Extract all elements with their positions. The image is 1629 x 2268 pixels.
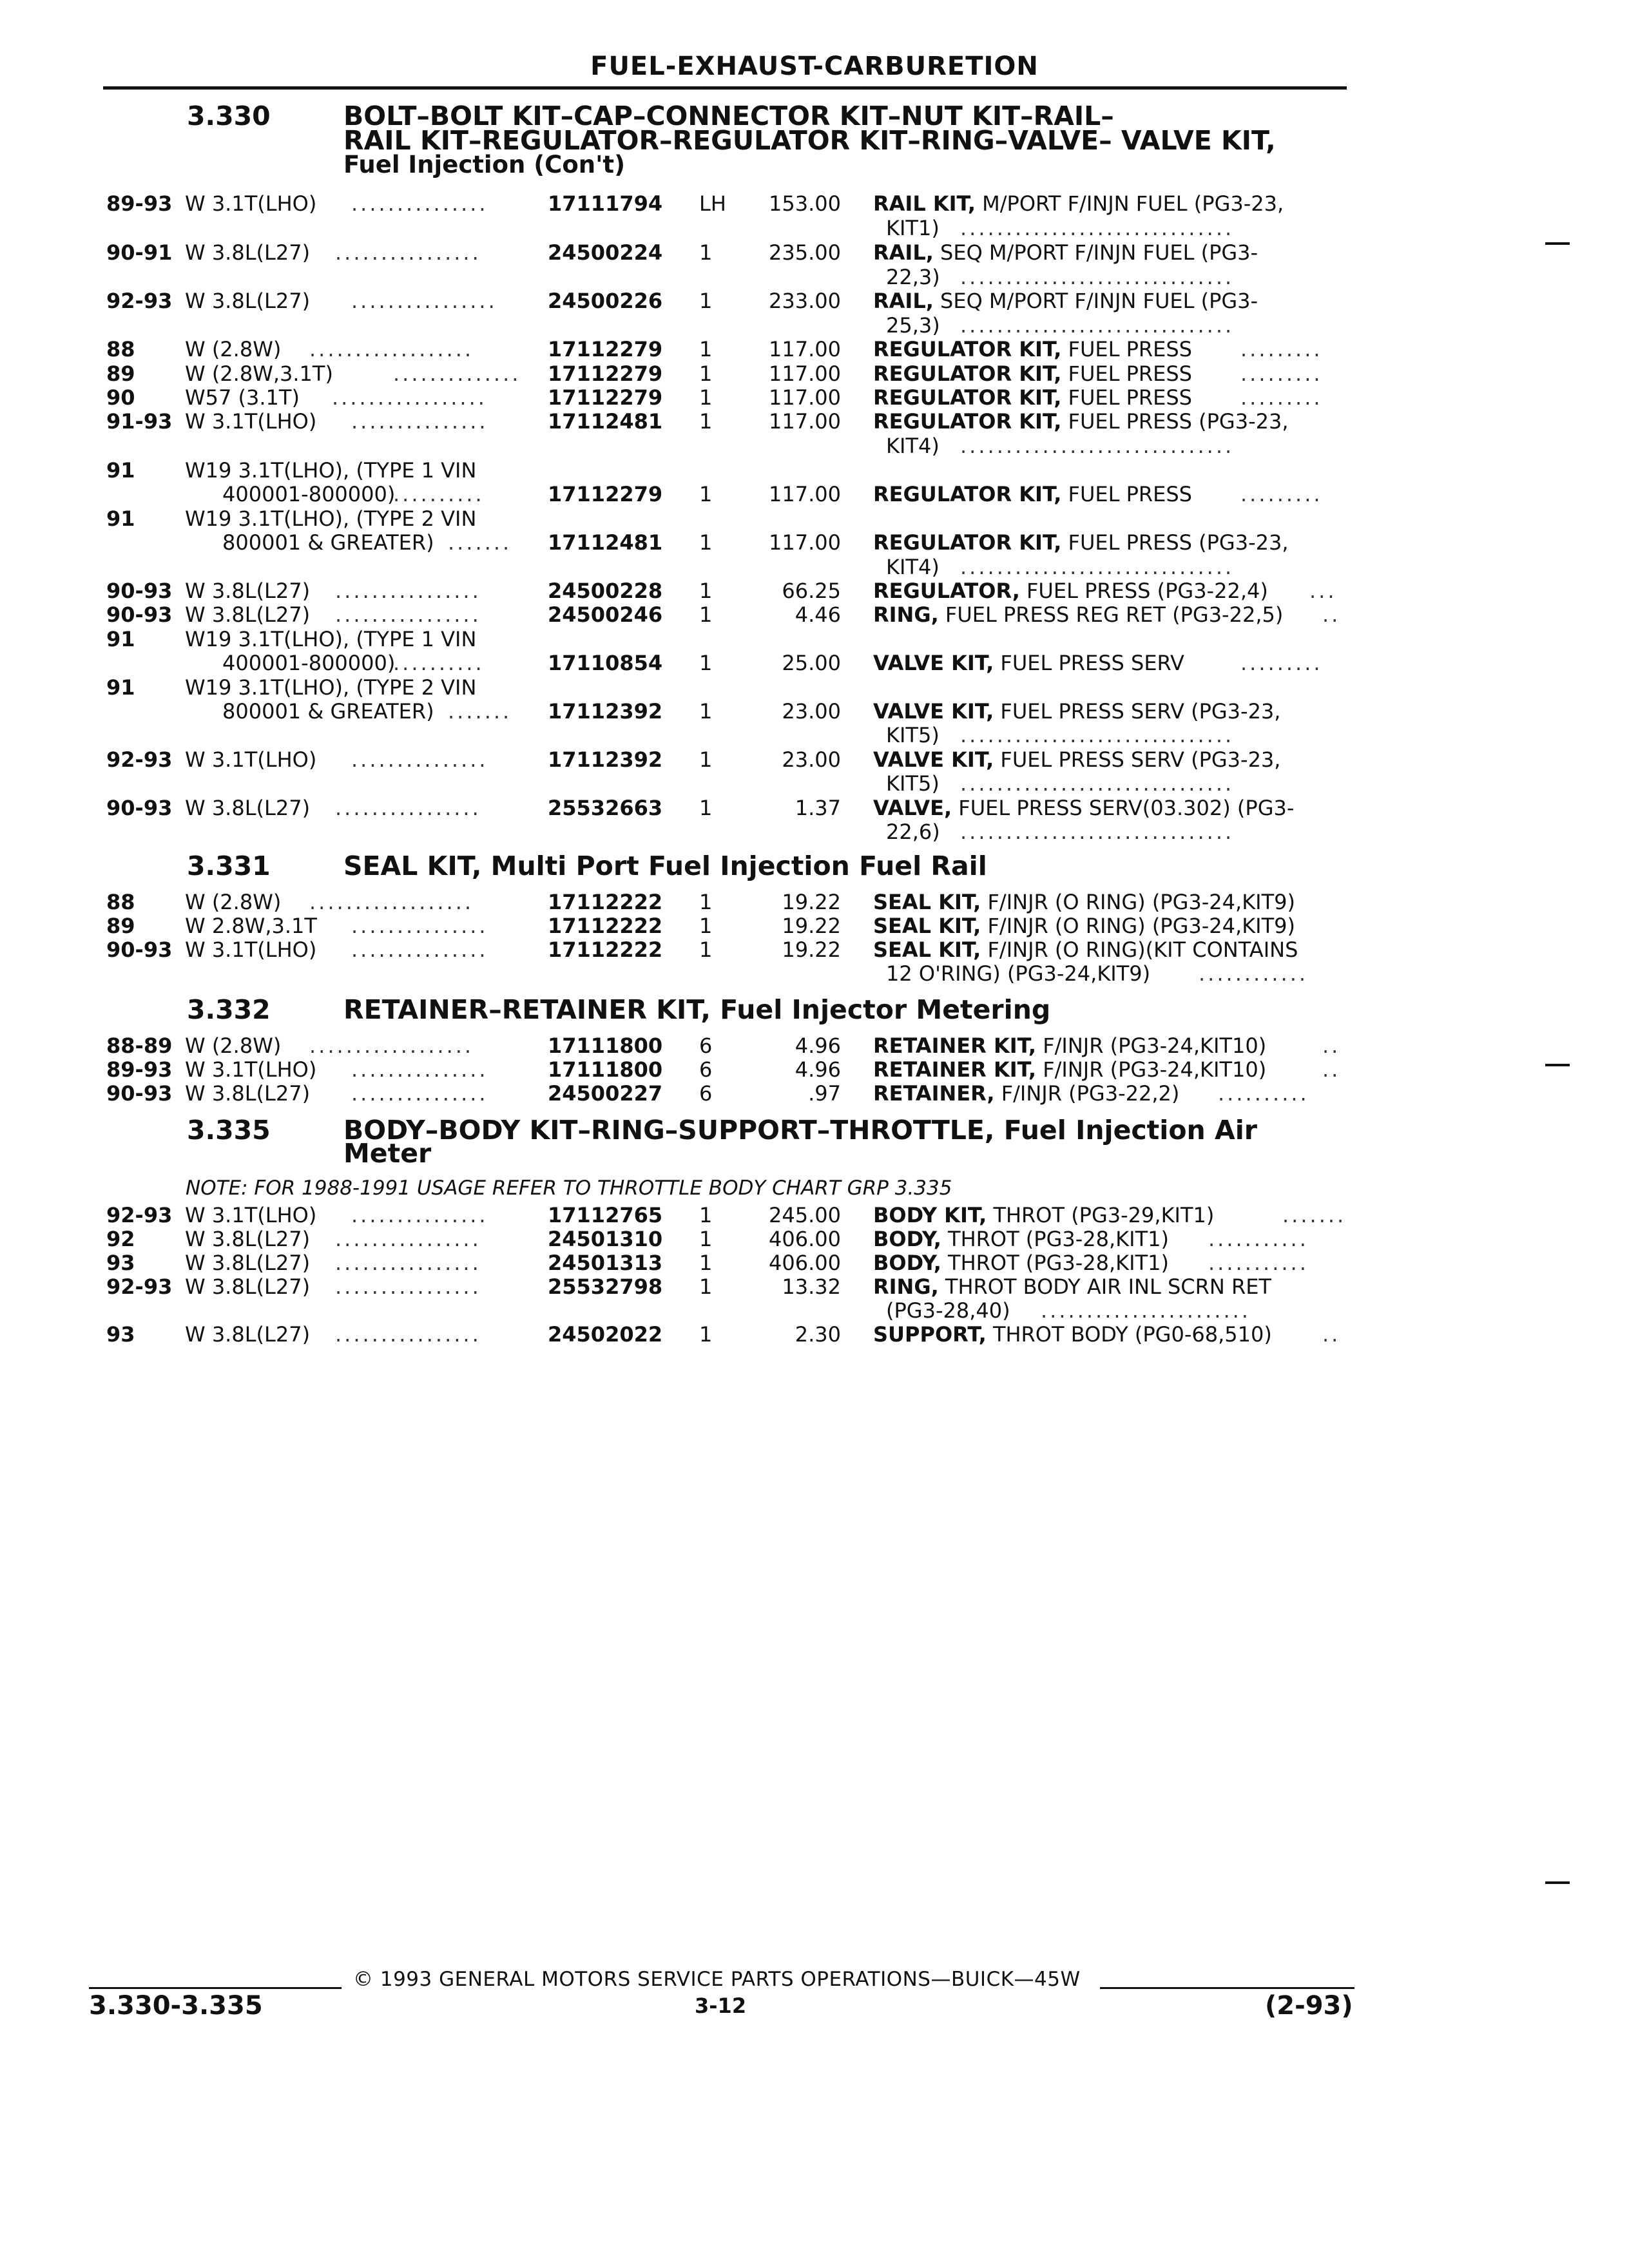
leader-dots: .. <box>1322 1033 1341 1058</box>
model: W57 (3.1T) <box>185 385 300 410</box>
description-text: FUEL PRESS SERV(03.302) (PG3- <box>952 796 1295 820</box>
description-text: FUEL PRESS <box>1061 482 1192 506</box>
description <box>873 1321 1272 1347</box>
leader-dots: ....................... <box>1041 1298 1251 1323</box>
description-keyword: REGULATOR KIT, <box>873 337 1062 361</box>
model-year: 88 <box>106 890 135 914</box>
quantity: 1 <box>699 289 713 313</box>
quantity: LH <box>699 191 726 216</box>
description-keyword: RING, <box>873 602 939 627</box>
margin-mark <box>1545 242 1570 245</box>
description-cont: KIT1) <box>886 216 940 240</box>
part-number: 17112765 <box>548 1203 663 1227</box>
part-number: 25532663 <box>548 796 663 820</box>
footer-copyright: © 1993 GENERAL MOTORS SERVICE PARTS OPERATIONS—BUICK—45W <box>353 1968 1081 1991</box>
model-year: 91 <box>106 458 135 483</box>
section-title-line-2: RAIL KIT–REGULATOR–REGULATOR KIT–RING–VALVE– VALVE KIT, <box>343 125 1276 156</box>
part-number: 17112481 <box>548 409 663 434</box>
model-year: 91 <box>106 506 135 531</box>
description-keyword: VALVE KIT, <box>873 651 994 675</box>
leader-dots: .......... <box>393 651 485 675</box>
model-year: 92-93 <box>106 289 173 313</box>
description-text: FUEL PRESS SERV (PG3-23, <box>994 699 1281 724</box>
description-keyword: RING, <box>873 1274 939 1299</box>
model-year: 89 <box>106 914 135 938</box>
leader-dots: ............... <box>351 1203 488 1227</box>
quantity: 6 <box>699 1033 713 1058</box>
model-year: 90-93 <box>106 1081 173 1106</box>
model: W 3.8L(L27) <box>185 1322 311 1347</box>
model-cont: 800001 & GREATER) <box>222 699 434 724</box>
part-number: 24501310 <box>548 1227 663 1251</box>
leader-dots: .................. <box>309 890 474 914</box>
price: 117.00 <box>769 482 841 506</box>
leader-dots: ............... <box>351 1081 488 1106</box>
description-text: SEQ M/PORT F/INJN FUEL (PG3- <box>933 240 1258 265</box>
model-year: 93 <box>106 1322 135 1347</box>
description-text: FUEL PRESS <box>1061 337 1192 361</box>
part-number: 24500227 <box>548 1081 663 1106</box>
description-keyword: RETAINER, <box>873 1081 995 1106</box>
model-year: 90 <box>106 385 135 410</box>
model: W (2.8W) <box>185 890 282 914</box>
leader-dots: .................. <box>309 337 474 361</box>
price: 4.96 <box>795 1057 841 1082</box>
leader-dots: .. <box>1322 1322 1341 1347</box>
leader-dots: .......... <box>1218 1081 1309 1106</box>
leader-dots: ................ <box>335 796 481 820</box>
model: W 3.8L(L27) <box>185 1227 311 1251</box>
description <box>873 1250 1169 1276</box>
price: 19.22 <box>782 914 841 938</box>
model-cont: 400001-800000) <box>222 482 396 506</box>
description-text: FUEL PRESS REG RET (PG3-22,5) <box>938 602 1284 627</box>
model: W (2.8W,3.1T) <box>185 361 333 386</box>
section-number: 3.335 <box>187 1115 271 1146</box>
quantity: 1 <box>699 914 713 938</box>
description-text: FUEL PRESS SERV <box>994 651 1184 675</box>
description-text: THROT BODY (PG0-68,510) <box>986 1322 1272 1347</box>
part-row-cont <box>0 1298 1629 1323</box>
price: 153.00 <box>769 191 841 216</box>
quantity: 1 <box>699 747 713 772</box>
quantity: 1 <box>699 240 713 265</box>
description-cont: KIT5) <box>886 771 940 796</box>
model: W 3.8L(L27) <box>185 240 311 265</box>
quantity: 6 <box>699 1081 713 1106</box>
quantity: 1 <box>699 937 713 962</box>
part-number: 24500226 <box>548 289 663 313</box>
section-title-line-3: Fuel Injection (Con't) <box>343 151 626 178</box>
price: 117.00 <box>769 530 841 555</box>
model: W 3.8L(L27) <box>185 796 311 820</box>
leader-dots: .............................. <box>960 555 1235 579</box>
leader-dots: .......... <box>393 482 485 506</box>
model-year: 88 <box>106 337 135 361</box>
description-cont: 25,3) <box>886 313 940 338</box>
leader-dots: .............................. <box>960 771 1235 796</box>
description-text: FUEL PRESS <box>1061 385 1192 410</box>
leader-dots: ........... <box>1208 1251 1309 1275</box>
description-text: F/INJR (PG3-22,2) <box>994 1081 1180 1106</box>
model-year: 91 <box>106 627 135 651</box>
part-number: 17112222 <box>548 890 663 914</box>
model-year: 90-91 <box>106 240 173 265</box>
section-title: RETAINER–RETAINER KIT, Fuel Injector Metering <box>343 994 1051 1025</box>
model: W 3.8L(L27) <box>185 1274 311 1299</box>
model: W 3.1T(LHO) <box>185 409 317 434</box>
leader-dots: ................ <box>335 240 481 265</box>
description-cont: KIT4) <box>886 434 940 458</box>
model-year: 91-93 <box>106 409 173 434</box>
leader-dots: .............................. <box>960 265 1235 289</box>
section-title-line-1: BODY–BODY KIT–RING–SUPPORT–THROTTLE, Fuel Injection Air <box>343 1115 1257 1146</box>
leader-dots: ................ <box>351 289 497 313</box>
price: 19.22 <box>782 937 841 962</box>
leader-dots: .............................. <box>960 216 1235 240</box>
price: 233.00 <box>769 289 841 313</box>
part-number: 17112279 <box>548 337 663 361</box>
leader-dots: ......... <box>1240 385 1323 410</box>
description-text: FUEL PRESS (PG3-23, <box>1061 530 1289 555</box>
model: W 3.1T(LHO) <box>185 937 317 962</box>
leader-dots: .................. <box>309 1033 474 1058</box>
part-number: 17112392 <box>548 747 663 772</box>
price: 406.00 <box>769 1227 841 1251</box>
part-number: 17110854 <box>548 651 663 675</box>
price: 19.22 <box>782 890 841 914</box>
part-number: 24500224 <box>548 240 663 265</box>
leader-dots: ......... <box>1240 337 1323 361</box>
part-number: 17111800 <box>548 1057 663 1082</box>
part-number: 24502022 <box>548 1322 663 1347</box>
model-year: 91 <box>106 675 135 700</box>
description-keyword: SEAL KIT, <box>873 914 981 938</box>
price: 245.00 <box>769 1203 841 1227</box>
description-text: F/INJR (O RING) (PG3-24,KIT9) <box>981 890 1295 914</box>
description-keyword: SEAL KIT, <box>873 937 981 962</box>
footer-date: (2-93) <box>1265 1991 1353 2021</box>
price: 23.00 <box>782 699 841 724</box>
price: 66.25 <box>782 579 841 603</box>
leader-dots: ......... <box>1240 651 1323 675</box>
footer-rule-left <box>89 1987 342 1989</box>
section-number: 3.330 <box>187 101 271 131</box>
model-year: 92-93 <box>106 747 173 772</box>
model: W 2.8W,3.1T <box>185 914 317 938</box>
price: 13.32 <box>782 1274 841 1299</box>
footer-page-number: 3-12 <box>695 1994 747 2018</box>
leader-dots: ............... <box>351 191 488 216</box>
description-keyword: RETAINER KIT, <box>873 1057 1037 1082</box>
description-text: THROT (PG3-29,KIT1) <box>987 1203 1215 1227</box>
leader-dots: ............ <box>1199 961 1309 986</box>
description-text: FUEL PRESS (PG3-23, <box>1061 409 1289 434</box>
leader-dots: ................ <box>335 1274 481 1299</box>
description-text: THROT BODY AIR INL SCRN RET <box>938 1274 1271 1299</box>
description-keyword: RAIL, <box>873 289 934 313</box>
model: W 3.8L(L27) <box>185 602 311 627</box>
description-keyword: REGULATOR KIT, <box>873 482 1062 506</box>
leader-dots: ................ <box>335 1227 481 1251</box>
description-keyword: BODY KIT, <box>873 1203 987 1227</box>
part-number: 17111800 <box>548 1033 663 1058</box>
leader-dots: ................ <box>335 1251 481 1275</box>
leader-dots: ............... <box>351 409 488 434</box>
quantity: 1 <box>699 385 713 410</box>
model: W 3.1T(LHO) <box>185 1057 317 1082</box>
margin-mark <box>1545 1881 1570 1884</box>
footer-rule-right <box>1100 1987 1354 1989</box>
leader-dots: .............................. <box>960 723 1235 747</box>
leader-dots: .............. <box>393 361 521 386</box>
price: .97 <box>808 1081 841 1106</box>
leader-dots: ............... <box>351 747 488 772</box>
leader-dots: .. <box>1322 602 1341 627</box>
margin-mark <box>1545 1064 1570 1066</box>
description-text: F/INJR (PG3-24,KIT10) <box>1036 1033 1267 1058</box>
leader-dots: ............... <box>351 1057 488 1082</box>
description-keyword: REGULATOR KIT, <box>873 361 1062 386</box>
model-year: 90-93 <box>106 796 173 820</box>
description-cont: 12 O'RING) (PG3-24,KIT9) <box>886 961 1151 986</box>
description-cont: (PG3-28,40) <box>886 1298 1010 1323</box>
part-number: 17112481 <box>548 530 663 555</box>
part-number: 17112279 <box>548 385 663 410</box>
description-text: SEQ M/PORT F/INJN FUEL (PG3- <box>933 289 1258 313</box>
part-number: 17112222 <box>548 937 663 962</box>
quantity: 1 <box>699 651 713 675</box>
description-text: F/INJR (PG3-24,KIT10) <box>1036 1057 1267 1082</box>
description-text: F/INJR (O RING) (PG3-24,KIT9) <box>981 914 1295 938</box>
usage-note: NOTE: FOR 1988-1991 USAGE REFER TO THROTTLE BODY CHART GRP 3.335 <box>186 1177 952 1200</box>
model: W 3.8L(L27) <box>185 1251 311 1275</box>
description-text: THROT (PG3-28,KIT1) <box>941 1251 1169 1275</box>
leader-dots: .. <box>1322 1057 1341 1082</box>
part-row <box>0 1250 1629 1276</box>
model-year: 89-93 <box>106 1057 173 1082</box>
description-keyword: REGULATOR KIT, <box>873 409 1062 434</box>
leader-dots: .............................. <box>960 313 1235 338</box>
part-number: 17111794 <box>548 191 663 216</box>
part-number: 24500246 <box>548 602 663 627</box>
part-row <box>0 1202 1629 1228</box>
quantity: 1 <box>699 482 713 506</box>
description-keyword: VALVE, <box>873 796 952 820</box>
leader-dots: .............................. <box>960 820 1235 844</box>
model: W 3.1T(LHO) <box>185 1203 317 1227</box>
model: W 3.8L(L27) <box>185 1081 311 1106</box>
quantity: 1 <box>699 579 713 603</box>
price: 4.96 <box>795 1033 841 1058</box>
model-year: 93 <box>106 1251 135 1275</box>
model-year: 90-93 <box>106 937 173 962</box>
description-keyword: VALVE KIT, <box>873 747 994 772</box>
description-keyword: BODY, <box>873 1227 941 1251</box>
price: 117.00 <box>769 361 841 386</box>
description-keyword: SEAL KIT, <box>873 890 981 914</box>
quantity: 1 <box>699 337 713 361</box>
section-title-line-2: Meter <box>343 1138 432 1169</box>
part-row <box>0 1274 1629 1300</box>
leader-dots: ................ <box>335 602 481 627</box>
model-year: 92-93 <box>106 1203 173 1227</box>
quantity: 1 <box>699 361 713 386</box>
description-keyword: REGULATOR, <box>873 579 1020 603</box>
leader-dots: ......... <box>1240 361 1323 386</box>
description-text: THROT (PG3-28,KIT1) <box>941 1227 1169 1251</box>
price: 25.00 <box>782 651 841 675</box>
description-keyword: RAIL KIT, <box>873 191 976 216</box>
quantity: 1 <box>699 890 713 914</box>
model-year: 90-93 <box>106 602 173 627</box>
description-text: FUEL PRESS <box>1061 361 1192 386</box>
price: 4.46 <box>795 602 841 627</box>
price: 117.00 <box>769 337 841 361</box>
leader-dots: ............... <box>351 937 488 962</box>
leader-dots: ............... <box>351 914 488 938</box>
model: W (2.8W) <box>185 1033 282 1058</box>
leader-dots: ........... <box>1208 1227 1309 1251</box>
model-year: 88-89 <box>106 1033 173 1058</box>
description-text: F/INJR (O RING)(KIT CONTAINS <box>981 937 1298 962</box>
description <box>873 1274 1271 1300</box>
model-cont: 400001-800000) <box>222 651 396 675</box>
leader-dots: .............................. <box>960 434 1235 458</box>
description <box>873 1202 1214 1228</box>
description-keyword: RETAINER KIT, <box>873 1033 1037 1058</box>
leader-dots: ....... <box>448 530 512 555</box>
price: 406.00 <box>769 1251 841 1275</box>
description-cont: 22,6) <box>886 820 940 844</box>
description-keyword: VALVE KIT, <box>873 699 994 724</box>
price: 235.00 <box>769 240 841 265</box>
model: W19 3.1T(LHO), (TYPE 2 VIN <box>185 506 477 531</box>
part-number: 17112392 <box>548 699 663 724</box>
price: 23.00 <box>782 747 841 772</box>
model: W 3.8L(L27) <box>185 289 311 313</box>
page-header-title: FUEL-EXHAUST-CARBURETION <box>590 52 1039 81</box>
quantity: 1 <box>699 796 713 820</box>
description-text: FUEL PRESS (PG3-22,4) <box>1019 579 1268 603</box>
leader-dots: ....... <box>448 699 512 724</box>
model-year: 89-93 <box>106 191 173 216</box>
quantity: 1 <box>699 1251 713 1275</box>
price: 1.37 <box>795 796 841 820</box>
leader-dots: ... <box>1309 579 1337 603</box>
description-keyword: RAIL, <box>873 240 934 265</box>
model: W 3.8L(L27) <box>185 579 311 603</box>
part-number: 17112222 <box>548 914 663 938</box>
part-row <box>0 1226 1629 1252</box>
model-year: 92-93 <box>106 1274 173 1299</box>
quantity: 1 <box>699 699 713 724</box>
quantity: 1 <box>699 1322 713 1347</box>
part-number: 25532798 <box>548 1274 663 1299</box>
model: W 3.1T(LHO) <box>185 747 317 772</box>
price: 2.30 <box>795 1322 841 1347</box>
model-cont: 800001 & GREATER) <box>222 530 434 555</box>
quantity: 1 <box>699 602 713 627</box>
quantity: 1 <box>699 409 713 434</box>
section-title-line-1: BOLT–BOLT KIT–CAP–CONNECTOR KIT–NUT KIT–RAIL– <box>343 101 1114 131</box>
quantity: 1 <box>699 1274 713 1299</box>
description-keyword: REGULATOR KIT, <box>873 385 1062 410</box>
price: 117.00 <box>769 409 841 434</box>
quantity: 1 <box>699 1203 713 1227</box>
model: W19 3.1T(LHO), (TYPE 1 VIN <box>185 458 477 483</box>
part-number: 24500228 <box>548 579 663 603</box>
price: 117.00 <box>769 385 841 410</box>
model-year: 92 <box>106 1227 135 1251</box>
leader-dots: ....... <box>1282 1203 1347 1227</box>
description-text: M/PORT F/INJN FUEL (PG3-23, <box>975 191 1284 216</box>
model: W 3.1T(LHO) <box>185 191 317 216</box>
description-keyword: BODY, <box>873 1251 941 1275</box>
leader-dots: ................ <box>335 579 481 603</box>
leader-dots: ................ <box>335 1322 481 1347</box>
description-cont: 22,3) <box>886 265 940 289</box>
leader-dots: ................. <box>332 385 487 410</box>
part-number: 24501313 <box>548 1251 663 1275</box>
quantity: 1 <box>699 1227 713 1251</box>
model-year: 90-93 <box>106 579 173 603</box>
leader-dots: ......... <box>1240 482 1323 506</box>
footer-group-range: 3.330-3.335 <box>89 1991 263 2021</box>
description-cont: KIT4) <box>886 555 940 579</box>
description-text: FUEL PRESS SERV (PG3-23, <box>994 747 1281 772</box>
section-title: SEAL KIT, Multi Port Fuel Injection Fuel Rail <box>343 850 987 881</box>
section-number: 3.331 <box>187 850 271 881</box>
quantity: 1 <box>699 530 713 555</box>
model: W19 3.1T(LHO), (TYPE 2 VIN <box>185 675 477 700</box>
model-year: 89 <box>106 361 135 386</box>
description-keyword: REGULATOR KIT, <box>873 530 1062 555</box>
description-cont: KIT5) <box>886 723 940 747</box>
model: W19 3.1T(LHO), (TYPE 1 VIN <box>185 627 477 651</box>
description <box>873 1226 1169 1252</box>
description-keyword: SUPPORT, <box>873 1322 987 1347</box>
quantity: 6 <box>699 1057 713 1082</box>
section-number: 3.332 <box>187 994 271 1025</box>
model: W (2.8W) <box>185 337 282 361</box>
part-row <box>0 1321 1629 1347</box>
part-number: 17112279 <box>548 482 663 506</box>
part-number: 17112279 <box>548 361 663 386</box>
